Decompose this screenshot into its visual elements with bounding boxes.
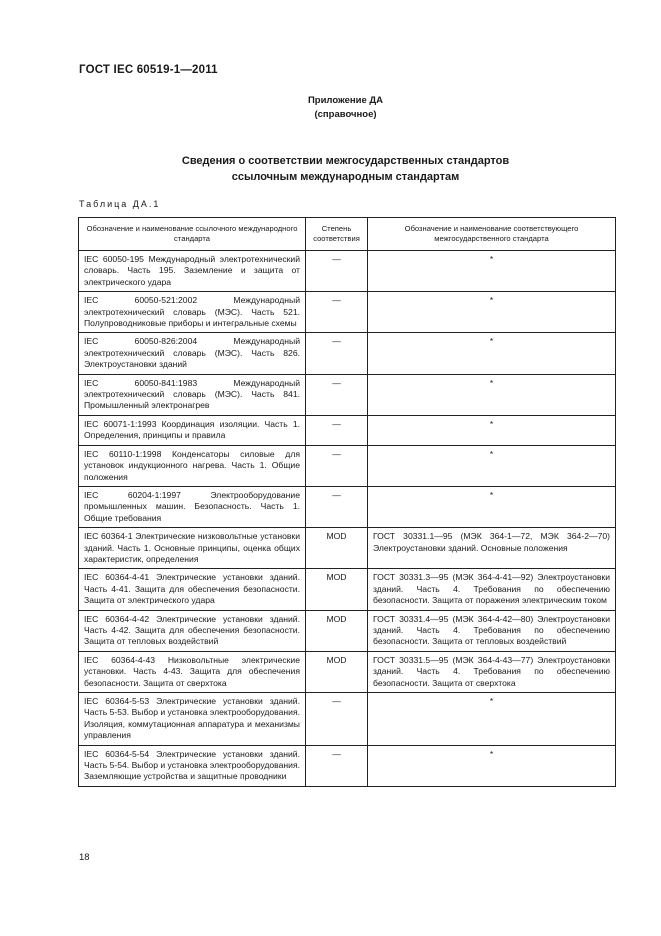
table-header-row [79, 218, 616, 251]
section-title-line-1: Сведения о соответствии межгосударственных стандартов [181, 155, 510, 167]
cell-reference: IEC 60364-4-43 Низковольтные электрические установки. Часть 4-43. Защита для обеспечения безопасности. Защита от сверхтока [79, 651, 306, 692]
annex-label: Приложение ДА [307, 95, 384, 106]
cell-reference: IEC 60364-5-53 Электрические установки зданий. Часть 5-53. Выбор и установка электрооборудования. Изоляция, коммутационная аппаратура и механизмы управления [79, 693, 306, 746]
cell-national: * [368, 445, 616, 486]
cell-degree: MOD [306, 610, 368, 651]
annex-subtitle: (справочное) [314, 109, 377, 120]
cell-degree: — [306, 415, 368, 445]
cell-reference: IEC 60071-1:1993 Координация изоляции. Часть 1. Определения, принципы и правила [79, 415, 306, 445]
cell-reference: IEC 60050-521:2002 Международный электротехнический словарь (МЭС). Часть 521. Полупроводниковые приборы и интегральные схемы [79, 292, 306, 333]
cell-degree: — [306, 251, 368, 292]
cell-national: ГОСТ 30331.1—95 (МЭК 364-1—72, МЭК 364-2—70) Электроустановки зданий. Основные положения [368, 528, 616, 569]
table-row [79, 610, 616, 651]
table-row [79, 374, 616, 415]
header-international-standard: Обозначение и наименование ссылочного международного стандарта [79, 218, 306, 251]
cell-degree: MOD [306, 569, 368, 610]
table-row [79, 745, 616, 786]
correspondence-table [78, 217, 616, 787]
cell-degree: MOD [306, 651, 368, 692]
cell-national: * [368, 292, 616, 333]
header-degree: Степень соответствия [306, 218, 368, 251]
cell-degree: — [306, 486, 368, 527]
cell-reference: IEC 60204-1:1997 Электрооборудование промышленных машин. Безопасность. Часть 1. Общие требования [79, 486, 306, 527]
page-number: 18 [79, 852, 90, 863]
cell-degree: — [306, 374, 368, 415]
cell-national: * [368, 486, 616, 527]
table-row [79, 415, 616, 445]
cell-degree: MOD [306, 528, 368, 569]
cell-national: ГОСТ 30331.5—95 (МЭК 364-4-43—77) Электроустановки зданий. Часть 4. Требования по обеспечению безопасности. Защита от сверхтока [368, 651, 616, 692]
cell-national: * [368, 745, 616, 786]
table-row [79, 251, 616, 292]
table-row [79, 292, 616, 333]
cell-reference: IEC 60364-4-41 Электрические установки зданий. Часть 4-41. Защита для обеспечения безопасности. Защита от электрического удара [79, 569, 306, 610]
cell-national: * [368, 374, 616, 415]
cell-reference: IEC 60364-5-54 Электрические установки зданий. Часть 5-54. Выбор и установка электрооборудования. Заземляющие устройства и защитные проводники [79, 745, 306, 786]
cell-reference: IEC 60050-841:1983 Международный электротехнический словарь (МЭС). Часть 841. Промышленный электронагрев [79, 374, 306, 415]
cell-national: * [368, 693, 616, 746]
section-title [0, 153, 661, 185]
table-row [79, 333, 616, 374]
table-row [79, 445, 616, 486]
header-interstate-standard: Обозначение и наименование соответствующего межгосударственного стандарта [368, 218, 616, 251]
annex-heading [0, 94, 661, 122]
cell-degree: — [306, 445, 368, 486]
table-row [79, 693, 616, 746]
table-row [79, 486, 616, 527]
document-code: ГОСТ IEC 60519-1—2011 [79, 64, 218, 76]
table-row [79, 651, 616, 692]
cell-reference: IEC 60050-195 Международный электротехнический словарь. Часть 195. Заземление и защита от электрического удара [79, 251, 306, 292]
cell-degree: — [306, 693, 368, 746]
cell-degree: — [306, 292, 368, 333]
section-title-line-2: ссылочным международным стандартам [231, 171, 460, 183]
cell-national: * [368, 251, 616, 292]
cell-national: ГОСТ 30331.4—95 (МЭК 364-4-42—80) Электроустановки зданий. Часть 4. Требования по обеспечению безопасности. Защита от тепловых воздействий [368, 610, 616, 651]
cell-reference: IEC 60050-826:2004 Международный электротехнический словарь (МЭС). Часть 826. Электроустановки зданий [79, 333, 306, 374]
cell-degree: — [306, 333, 368, 374]
cell-reference: IEC 60364-1 Электрические низковольтные установки зданий. Часть 1. Основные принципы, оценка общих характеристик, определения [79, 528, 306, 569]
cell-reference: IEC 60110-1:1998 Конденсаторы силовые для установок индукционного нагрева. Часть 1. Общие положения [79, 445, 306, 486]
cell-national: * [368, 415, 616, 445]
table-caption: Таблица ДА.1 [79, 199, 161, 209]
table-row [79, 528, 616, 569]
cell-degree: — [306, 745, 368, 786]
table-row [79, 569, 616, 610]
cell-reference: IEC 60364-4-42 Электрические установки зданий. Часть 4-42. Защита для обеспечения безопасности. Защита от тепловых воздействий [79, 610, 306, 651]
cell-national: ГОСТ 30331.3—95 (МЭК 364-4-41—92) Электроустановки зданий. Часть 4. Требования по обеспечению безопасности. Защита от поражения электрическим током [368, 569, 616, 610]
cell-national: * [368, 333, 616, 374]
